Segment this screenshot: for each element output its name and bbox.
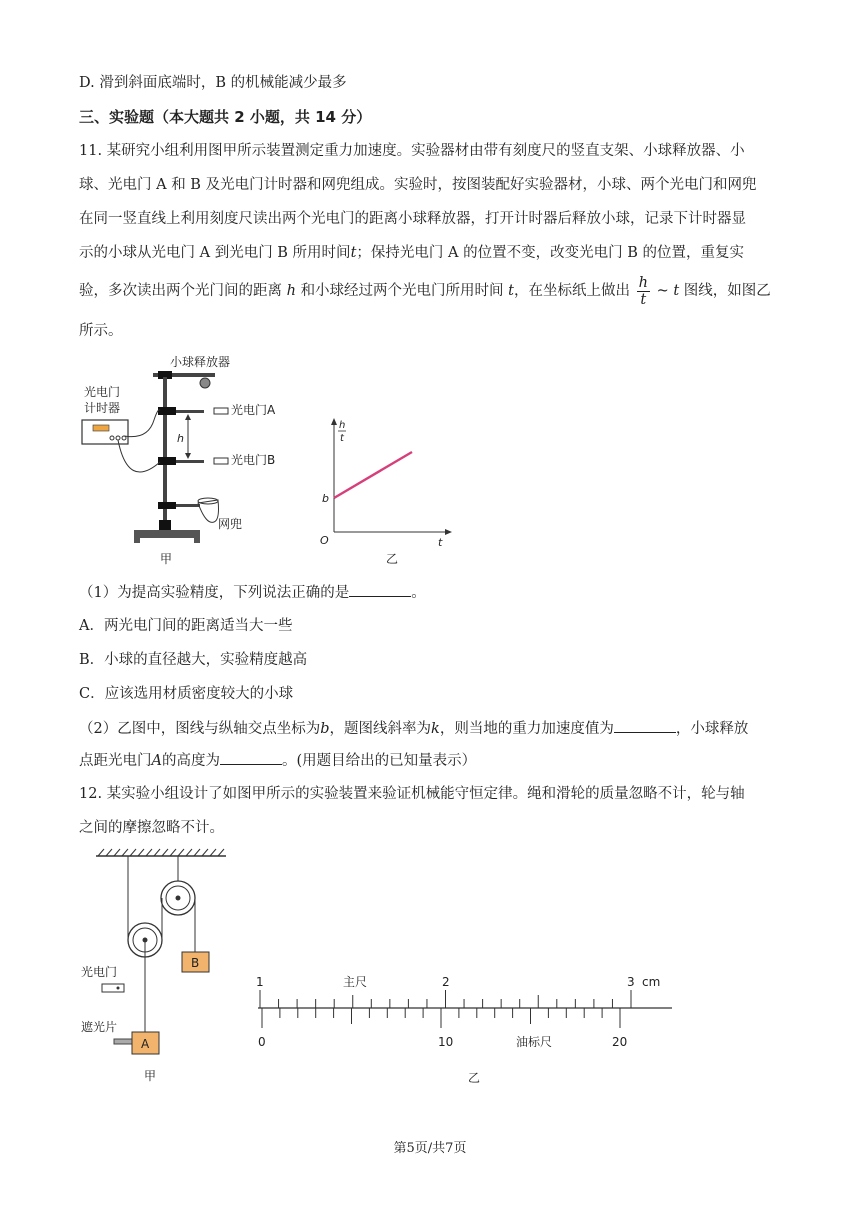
- q11-line-2: 球、光电门 A 和 B 及光电门计时器和网兜组成。实验时，按图装配好实验器材，小球、两个光电门和网兜: [79, 177, 757, 193]
- q12-figure-jia: [78, 846, 238, 1086]
- label-origin: O: [320, 534, 329, 547]
- q12-figure-yi-vernier: [250, 966, 680, 1086]
- previous-option-d: D. 滑到斜面底端时，B 的机械能减少最多: [79, 75, 347, 91]
- q11-line-4-a: 示的小球从光电门 A 到光电门 B 所用时间: [79, 245, 351, 261]
- graph-line: [334, 452, 412, 498]
- q11-sub1-blank: [349, 582, 411, 597]
- label-timer-line2: 计时器: [84, 401, 121, 415]
- main-scale-label: 主尺: [343, 975, 368, 989]
- q11-fraction-h-over-t: [637, 275, 650, 308]
- q11-sub2-b: b: [320, 721, 330, 737]
- caption-yi-q12: 乙: [468, 1071, 481, 1085]
- q11-line-4: [79, 243, 744, 263]
- main-scale-1: 1: [256, 975, 264, 989]
- label-photogate: 光电门: [81, 965, 118, 979]
- q11-sub2-f: 点距光电门: [79, 753, 152, 769]
- vernier-20: 20: [612, 1035, 628, 1049]
- q12-line-2: 之间的摩擦忽略不计。: [79, 820, 224, 836]
- page-footer: 第5页/共7页: [393, 1141, 467, 1156]
- main-scale-unit: cm: [642, 975, 661, 989]
- vernier-10: 10: [438, 1035, 454, 1049]
- label-net: 网兜: [218, 517, 243, 531]
- q11-line-5-b: 和小球经过两个光电门所用时间: [300, 283, 504, 299]
- y-axis-den: t: [340, 433, 344, 444]
- q11-line-4-t: t: [350, 245, 357, 261]
- vernier-0: 0: [258, 1035, 266, 1049]
- q11-option-b: B．小球的直径越大，实验精度越高: [79, 652, 308, 668]
- q11-option-a: A．两光电门间的距离适当大一些: [79, 618, 293, 634]
- main-scale-2: 2: [442, 975, 450, 989]
- q11-var-t2: t: [673, 283, 680, 299]
- q11-sub1-text: （1）为提高实验精度，下列说法正确的是: [79, 585, 350, 601]
- q11-sub2-h: 。(用题目给出的已知量表示）: [281, 753, 477, 769]
- q11-line-5: [79, 274, 771, 308]
- vernier-scale-ticks: [262, 1008, 620, 1028]
- q11-sub2-k: k: [431, 721, 440, 737]
- q11-sub2-line1: [79, 718, 748, 739]
- q11-sub2-e: ，小球释放: [675, 721, 749, 737]
- q11-line-1: 11. 某研究小组利用图甲所示装置测定重力加速度。实验器材由带有刻度尺的竖直支架、小球释放器、小: [79, 143, 745, 159]
- label-block-a: A: [141, 1037, 150, 1051]
- section-heading: 三、实验题（本大题共 2 小题，共 14 分）: [79, 108, 372, 126]
- vernier-label: 油标尺: [516, 1035, 553, 1049]
- q11-line-3: 在同一竖直线上利用刻度尺读出两个光电门的距离小球释放器，打开计时器后释放小球，记录下计时器显: [79, 211, 746, 227]
- q11-sub1: [79, 582, 426, 603]
- label-h: h: [177, 432, 184, 445]
- q11-line-5-a: 验，多次读出两个光门间的距离: [79, 283, 282, 299]
- q11-sub2-g: 的高度为: [161, 753, 220, 769]
- q11-figure-yi: [308, 410, 458, 568]
- caption-jia: 甲: [160, 552, 173, 566]
- q11-var-h: h: [286, 283, 296, 299]
- q11-line-5-c: ，在坐标纸上做出: [514, 283, 630, 299]
- label-shade-sheet: 遮光片: [81, 1020, 118, 1034]
- q11-sub2-c: ，题图线斜率为: [329, 721, 432, 737]
- q11-line-6: 所示。: [79, 323, 123, 339]
- caption-yi: 乙: [386, 552, 399, 566]
- q11-sub2-A: A: [151, 753, 162, 769]
- y-axis-num: h: [339, 420, 346, 431]
- q11-tilde: ~: [656, 283, 669, 299]
- caption-jia-q12: 甲: [144, 1069, 157, 1083]
- q11-figure-jia: [78, 350, 278, 568]
- q11-var-t: t: [508, 283, 514, 299]
- q11-sub2-d: ，则当地的重力加速度值为: [439, 721, 614, 737]
- q11-sub2-a: （2）乙图中，图线与纵轴交点坐标为: [79, 721, 321, 737]
- q11-fraction-den: t: [640, 291, 647, 308]
- label-gate-a: 光电门A: [231, 403, 276, 417]
- label-b: b: [322, 492, 329, 505]
- q11-sub2-blank-2: [220, 750, 282, 765]
- label-block-b: B: [191, 956, 200, 970]
- label-gate-b: 光电门B: [231, 453, 276, 467]
- label-t-axis: t: [438, 536, 443, 549]
- label-ball-releaser: 小球释放器: [170, 355, 231, 369]
- q11-option-c: C．应该选用材质密度较大的小球: [79, 686, 294, 702]
- q11-sub1-end: 。: [411, 585, 426, 601]
- q11-sub2-line2: [79, 750, 476, 771]
- q11-line-5-f: 图线，如图乙: [683, 283, 771, 299]
- q11-sub2-blank-1: [614, 718, 676, 733]
- main-scale-ticks: [260, 990, 631, 1008]
- q11-line-4-c: ；保持光电门 A 的位置不变，改变光电门 B 的位置，重复实: [356, 245, 744, 261]
- main-scale-3: 3: [627, 975, 635, 989]
- label-timer-line1: 光电门: [84, 385, 121, 399]
- q12-line-1: 12. 某实验小组设计了如图甲所示的实验装置来验证机械能守恒定律。绳和滑轮的质量忽略不计，轮与轴: [79, 786, 745, 802]
- q11-fraction-num: h: [638, 274, 648, 291]
